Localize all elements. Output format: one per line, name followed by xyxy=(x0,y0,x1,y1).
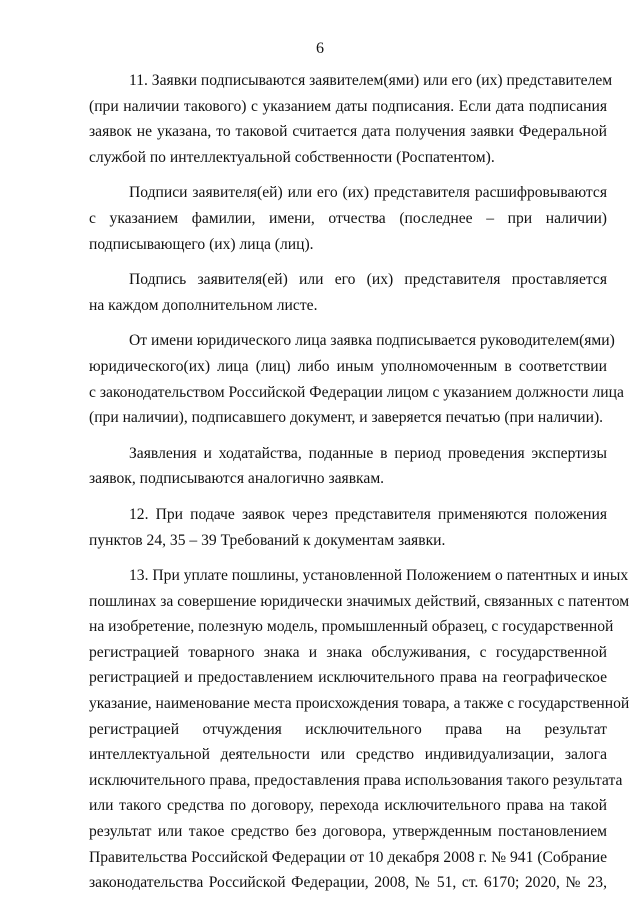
paragraph-11 xyxy=(89,68,613,170)
text-line: законодательства Российской Федерации, 2008, № 51, ст. 6170; 2020, № 23, xyxy=(89,874,607,892)
document-body xyxy=(89,68,630,896)
text-line: регистрацией и предоставлением исключительного права на географическое xyxy=(89,669,607,687)
text-line: пунктов 24, 35 – 39 Требований к документам заявки. xyxy=(89,531,446,549)
text-line: регистрацией отчуждения исключительного права на результат xyxy=(89,720,607,738)
text-line: указание, наименование места происхождения товара, а также с государственной xyxy=(89,695,630,713)
text-line: с указанием фамилии, имени, отчества (последнее – при наличии) xyxy=(89,209,607,227)
page-number: 6 xyxy=(316,40,324,57)
paragraph-applications xyxy=(89,441,607,492)
text-line: Заявления и ходатайства, поданные в период проведения экспертизы xyxy=(129,444,607,462)
text-line: (при наличии), подписавшего документ, и заверяется печатью (при наличии). xyxy=(89,409,604,427)
text-line: 13. При уплате пошлины, установленной Положением о патентных и иных xyxy=(129,567,629,585)
text-line: Подпись заявителя(ей) или его (их) представителя проставляется xyxy=(129,271,607,289)
paragraph-12 xyxy=(89,502,607,553)
text-line: Подписи заявителя(ей) или его (их) представителя расшифровываются xyxy=(129,184,607,202)
text-line: пошлинах за совершение юридически значимых действий, связанных с патентом xyxy=(89,592,630,610)
paragraph-signature-sheets xyxy=(89,267,607,318)
text-line: (при наличии такового) с указанием даты подписания. Если дата подписания xyxy=(89,97,607,115)
text-line: или такого средства по договору, перехода исключительного права на такой xyxy=(89,797,607,815)
text-line: исключительного права, предоставления права использования такого результата xyxy=(89,771,623,789)
text-line: интеллектуальной деятельности или средство индивидуализации, залога xyxy=(89,746,607,764)
text-line: Правительства Российской Федерации от 10 декабря 2008 г. № 941 (Собрание xyxy=(89,848,607,866)
paragraph-13 xyxy=(89,563,630,896)
text-line: 12. При подаче заявок через представителя применяются положения xyxy=(129,505,607,523)
text-line: 11. Заявки подписываются заявителем(ями) или его (их) представителем xyxy=(129,72,613,89)
text-line: на изобретение, полезную модель, промышленный образец, с государственной xyxy=(89,618,614,636)
text-line: заявок не указана, то таковой считается дата получения заявки Федеральной xyxy=(89,123,607,141)
text-line: юридического(их) лица (лиц) либо иным уполномоченным в соответствии xyxy=(89,357,607,375)
text-line: на каждом дополнительном листе. xyxy=(89,296,318,314)
text-line: От имени юридического лица заявка подписывается руководителем(ями) xyxy=(129,332,615,350)
text-line: результат или такое средство без договора, утвержденным постановлением xyxy=(89,823,607,841)
text-line: регистрацией товарного знака и знака обслуживания, с государственной xyxy=(89,643,607,661)
text-line: службой по интеллектуальной собственности (Роспатентом). xyxy=(89,148,495,166)
text-line: с законодательством Российской Федерации лицом с указанием должности лица xyxy=(89,383,624,401)
paragraph-signatures xyxy=(89,180,607,257)
text-line: заявок, подписываются аналогично заявкам. xyxy=(89,470,385,488)
text-line: подписывающего (их) лица (лиц). xyxy=(89,235,314,253)
paragraph-legal-entity xyxy=(89,328,624,430)
